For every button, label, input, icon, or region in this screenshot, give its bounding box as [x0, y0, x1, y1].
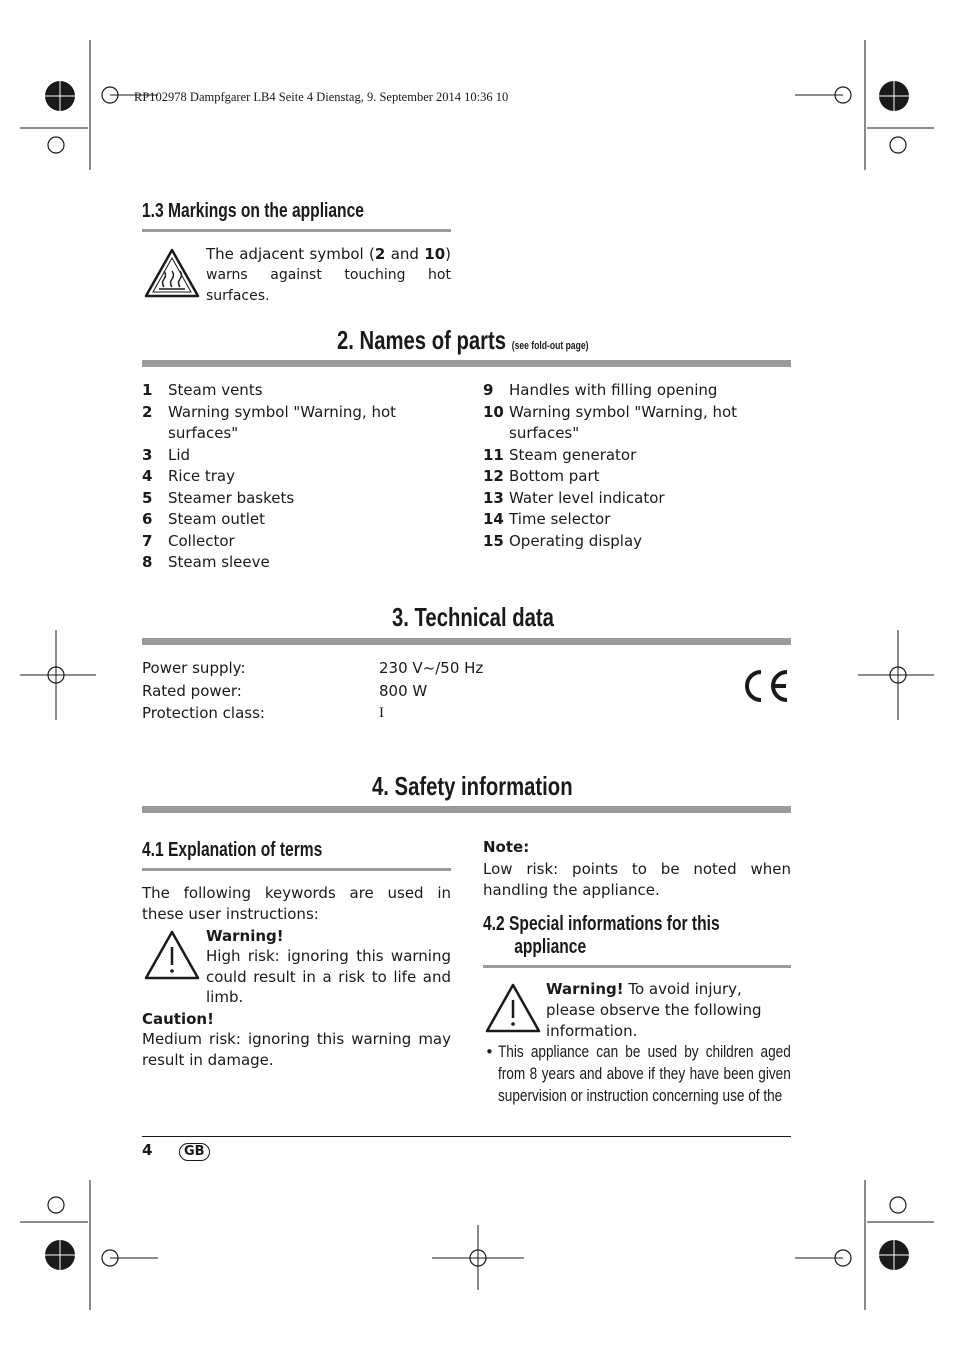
- section-2-rule: [142, 360, 791, 367]
- country-badge: GB: [179, 1143, 210, 1161]
- caution-label: Caution!: [142, 1010, 214, 1028]
- hot-surface-warning-icon: [143, 247, 201, 299]
- part-name: Bottom part: [509, 467, 600, 485]
- section-4-rule: [142, 806, 791, 813]
- section-4-1-heading: 4.1 Explanation of terms: [142, 839, 323, 861]
- part-name: Steam outlet: [168, 510, 266, 528]
- list-item: [142, 380, 432, 402]
- footer-rule: [142, 1136, 791, 1137]
- parts-list-left: [142, 380, 432, 574]
- part-name: Time selector: [509, 510, 611, 528]
- tech-value: 800 W: [379, 681, 428, 700]
- list-item: [483, 531, 791, 553]
- table-row: [142, 702, 542, 725]
- list-item: [142, 402, 432, 445]
- list-item: [483, 488, 791, 510]
- warning-text: High risk: ignoring this warning could result in a risk to life and limb.: [206, 947, 451, 1006]
- table-row: [142, 680, 542, 703]
- section-3-heading: 3. Technical data: [392, 602, 554, 632]
- warning-triangle-icon: [484, 982, 542, 1034]
- part-name: Steam generator: [509, 445, 637, 464]
- caution-text: Medium risk: ignoring this warning may result in damage.: [142, 1030, 451, 1069]
- section-2-title: 2. Names of parts: [337, 325, 507, 355]
- section-4-1-rule: [142, 868, 451, 871]
- section-4-2-heading: [483, 913, 720, 959]
- part-ref-2: 2: [374, 245, 386, 263]
- part-name: Steam vents: [168, 381, 263, 399]
- part-number: 1: [142, 381, 153, 399]
- text-line: warns against touching hot surfaces.: [206, 267, 451, 304]
- list-item: [142, 552, 432, 574]
- tech-value: 230 V~/50 Hz: [379, 659, 484, 677]
- note-text: Low risk: points to be noted when handling the appliance.: [483, 860, 791, 899]
- list-item: [483, 509, 791, 531]
- part-name: Handles with filling opening: [509, 381, 718, 399]
- parts-list-right: [483, 380, 791, 552]
- list-item: [483, 380, 791, 402]
- special-warning-text: To avoid injury, please observe the following information.: [546, 980, 762, 1040]
- ce-mark-icon: [740, 668, 792, 704]
- list-item: [483, 402, 791, 445]
- list-item: [142, 509, 432, 531]
- bullet-marker: •: [485, 1043, 494, 1061]
- note-label: Note:: [483, 838, 530, 856]
- part-ref-10: 10: [424, 245, 446, 263]
- part-number: 4: [142, 467, 153, 485]
- section-2-heading: [337, 325, 588, 356]
- section-1-3-rule: [142, 229, 451, 232]
- tech-label: Power supply:: [142, 659, 246, 677]
- part-number: 8: [142, 553, 153, 571]
- part-number: 13: [483, 488, 504, 507]
- tech-label: Protection class:: [142, 704, 265, 722]
- part-name: Rice tray: [168, 467, 235, 485]
- heading-line: appliance: [514, 936, 587, 958]
- part-name: Steam sleeve: [168, 553, 270, 571]
- part-name: Water level indicator: [509, 488, 665, 507]
- section-1-3-heading: 1.3 Markings on the appliance: [142, 200, 364, 222]
- part-name: Warning symbol "Warning, hot surfaces": [509, 402, 738, 442]
- warning-label: Warning!: [206, 927, 284, 945]
- tech-value: I: [379, 705, 384, 721]
- part-number: 12: [483, 467, 504, 485]
- part-name: Operating display: [509, 531, 643, 550]
- part-number: 2: [142, 402, 153, 421]
- section-4-heading: 4. Safety information: [372, 771, 573, 801]
- bullet-item: [498, 1041, 791, 1107]
- text-fragment: and: [385, 245, 425, 263]
- terms-intro: The following keywords are used in these user instructions:: [142, 884, 451, 923]
- section-1-3-text: [206, 244, 451, 307]
- part-number: 11: [483, 445, 504, 464]
- heading-line: 4.2 Special informations for this: [483, 913, 720, 935]
- tech-label: Rated power:: [142, 681, 242, 700]
- section-2-note: (see fold-out page): [511, 340, 589, 352]
- technical-data-table: [142, 657, 542, 725]
- bullet-text: This appliance can be used by children aged from 8 years and above if they have been given supervision or instruction concerning use of the: [498, 1042, 791, 1105]
- part-number: 15: [483, 531, 504, 550]
- section-3-rule: [142, 638, 791, 645]
- part-name: Warning symbol "Warning, hot surfaces": [168, 402, 397, 442]
- page-number: 4: [142, 1141, 153, 1159]
- text-fragment: The adjacent symbol (: [206, 245, 375, 263]
- part-number: 9: [483, 381, 494, 399]
- part-name: Steamer baskets: [168, 488, 295, 507]
- list-item: [142, 445, 432, 467]
- part-name: Collector: [168, 531, 235, 550]
- list-item: [483, 445, 791, 467]
- list-item: [142, 488, 432, 510]
- part-number: 5: [142, 488, 153, 507]
- part-name: Lid: [168, 445, 191, 464]
- part-number: 10: [483, 402, 504, 421]
- special-warning-label: Warning!: [546, 980, 624, 998]
- list-item: [483, 466, 791, 488]
- list-item: [142, 466, 432, 488]
- print-header: RP102978 Dampfgarer LB4 Seite 4 Dienstag, 9. September 2014 10:36 10: [134, 90, 509, 104]
- text-fragment: ): [445, 245, 451, 263]
- warning-triangle-icon: [143, 929, 201, 981]
- section-4-2-rule: [483, 965, 791, 968]
- part-number: 14: [483, 510, 504, 528]
- list-item: [142, 531, 432, 553]
- part-number: 7: [142, 531, 153, 550]
- special-warning: [546, 979, 791, 1042]
- part-number: 6: [142, 510, 153, 528]
- part-number: 3: [142, 445, 153, 464]
- table-row: [142, 657, 542, 680]
